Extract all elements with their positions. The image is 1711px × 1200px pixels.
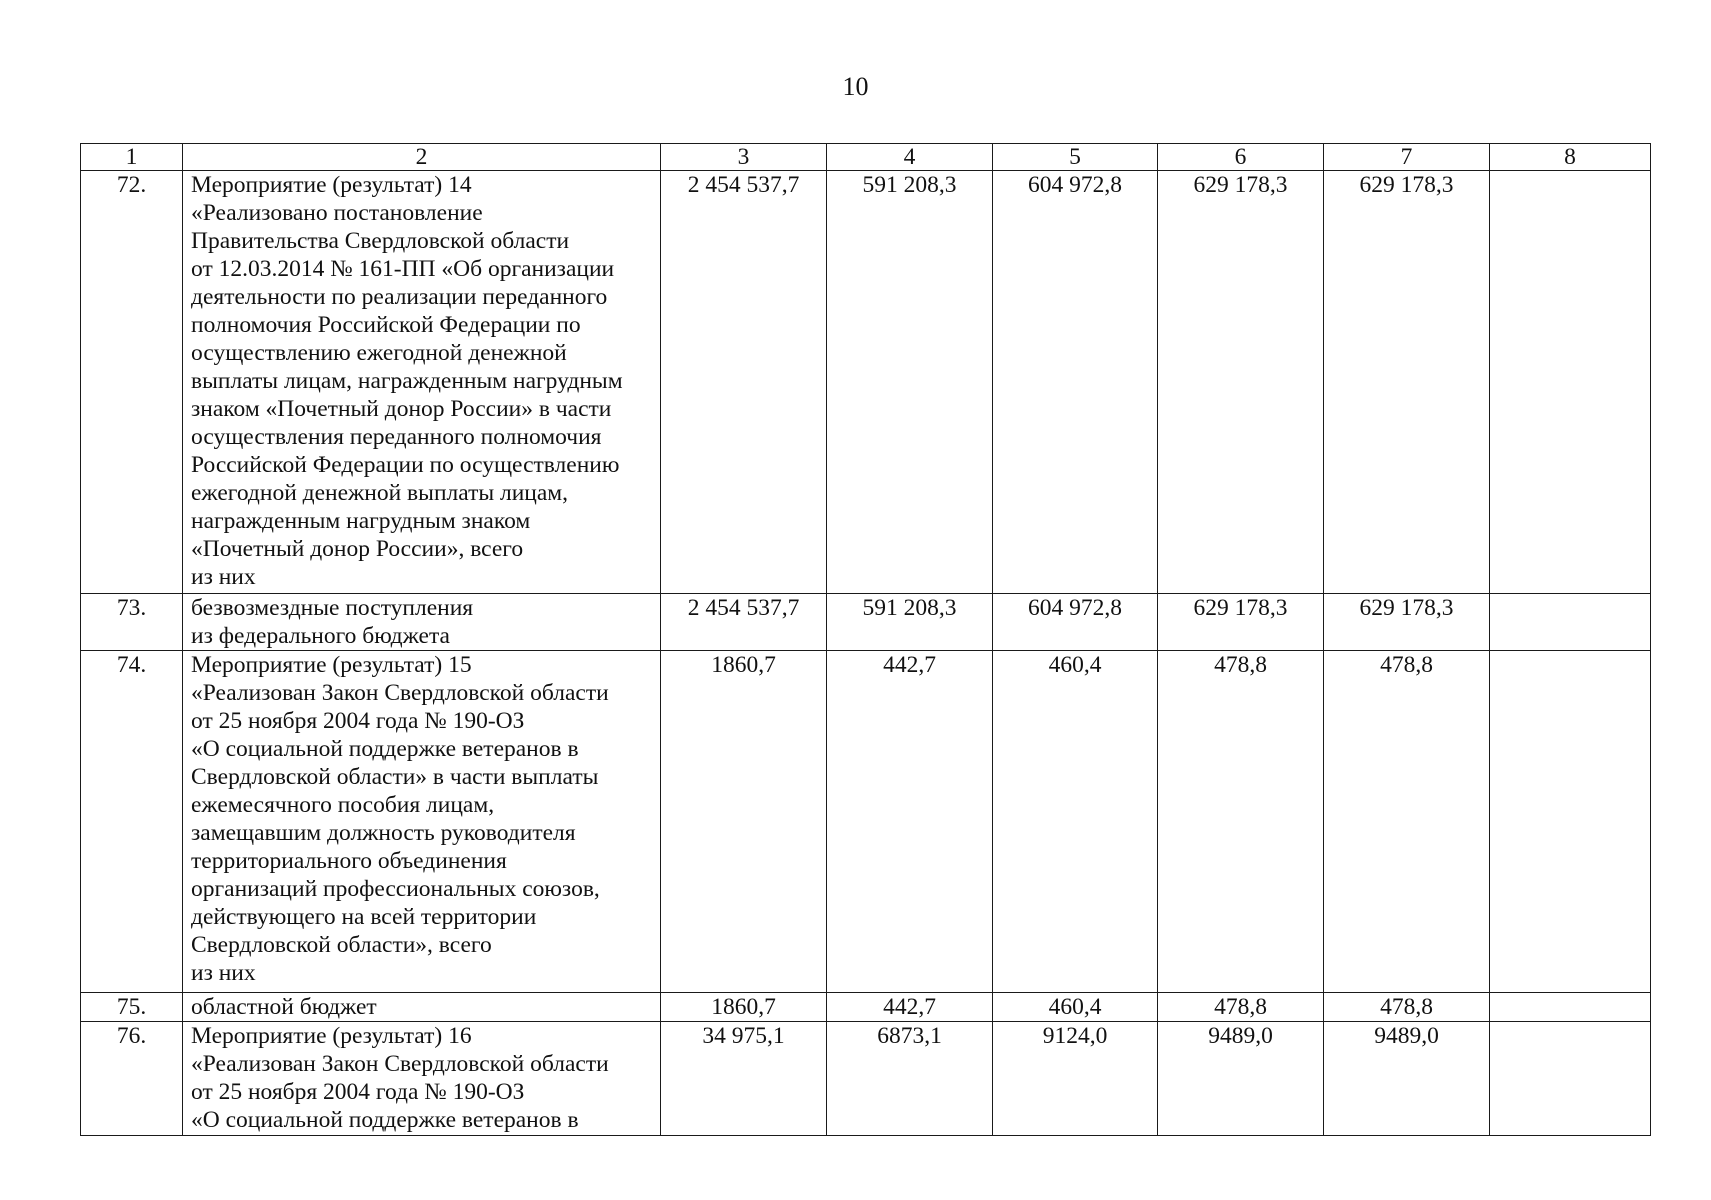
table-row [81, 1022, 1651, 1136]
column-header: 2 [183, 144, 661, 171]
value-col-6: 478,8 [1158, 993, 1324, 1022]
value-col-6: 629 178,3 [1158, 171, 1324, 594]
value-col-8 [1490, 171, 1651, 594]
value-col-6: 478,8 [1158, 651, 1324, 993]
value-col-7: 478,8 [1324, 651, 1490, 993]
value-col-5: 604 972,8 [993, 171, 1158, 594]
value-col-6: 629 178,3 [1158, 594, 1324, 651]
value-col-5: 460,4 [993, 651, 1158, 993]
row-description: безвозмездные поступления из федерального бюджета [183, 594, 661, 651]
value-col-5: 9124,0 [993, 1022, 1158, 1136]
value-col-4: 591 208,3 [827, 171, 993, 594]
value-total: 2 454 537,7 [661, 594, 827, 651]
row-description: областной бюджет [183, 993, 661, 1022]
table-row [81, 594, 1651, 651]
column-header: 3 [661, 144, 827, 171]
row-description: Мероприятие (результат) 15 «Реализован Закон Свердловской области от 25 ноября 2004 года № 190-ОЗ «О социальной поддержке ветеранов в Свердловской области» в части выплаты ежемесячного пособия лицам, замещавшим должность руководителя территориального объединения организаций профессиональных союзов, действующего на всей территории Свердловской области», всего из них [183, 651, 661, 993]
column-header: 8 [1490, 144, 1651, 171]
value-total: 34 975,1 [661, 1022, 827, 1136]
value-col-5: 604 972,8 [993, 594, 1158, 651]
value-total: 2 454 537,7 [661, 171, 827, 594]
row-number: 72. [81, 171, 183, 594]
column-header: 4 [827, 144, 993, 171]
row-number: 76. [81, 1022, 183, 1136]
page-number: 10 [842, 72, 869, 101]
value-col-8 [1490, 993, 1651, 1022]
value-col-4: 442,7 [827, 993, 993, 1022]
value-col-4: 6873,1 [827, 1022, 993, 1136]
value-col-6: 9489,0 [1158, 1022, 1324, 1136]
value-col-8 [1490, 594, 1651, 651]
value-total: 1860,7 [661, 993, 827, 1022]
column-number-header-row [81, 144, 1651, 171]
value-col-4: 591 208,3 [827, 594, 993, 651]
table-row [81, 171, 1651, 594]
column-header: 7 [1324, 144, 1490, 171]
value-col-4: 442,7 [827, 651, 993, 993]
value-col-5: 460,4 [993, 993, 1158, 1022]
budget-table [80, 143, 1651, 1136]
value-col-8 [1490, 651, 1651, 993]
value-col-7: 9489,0 [1324, 1022, 1490, 1136]
row-number: 74. [81, 651, 183, 993]
row-description: Мероприятие (результат) 14 «Реализовано постановление Правительства Свердловской области от 12.03.2014 № 161-ПП «Об организации деятельности по реализации переданного полномочия Российской Федерации по осуществлению ежегодной денежной выплаты лицам, награжденным нагрудным знаком «Почетный донор России» в части осуществления переданного полномочия Российской Федерации по осуществлению ежегодной денежной выплаты лицам, награжденным нагрудным знаком «Почетный донор России», всего из них [183, 171, 661, 594]
value-col-7: 629 178,3 [1324, 171, 1490, 594]
row-description: Мероприятие (результат) 16 «Реализован Закон Свердловской области от 25 ноября 2004 года № 190-ОЗ «О социальной поддержке ветеранов в [183, 1022, 661, 1136]
row-number: 75. [81, 993, 183, 1022]
value-col-7: 629 178,3 [1324, 594, 1490, 651]
column-header: 1 [81, 144, 183, 171]
column-header: 5 [993, 144, 1158, 171]
value-col-8 [1490, 1022, 1651, 1136]
row-number: 73. [81, 594, 183, 651]
column-header: 6 [1158, 144, 1324, 171]
table-row [81, 651, 1651, 993]
value-total: 1860,7 [661, 651, 827, 993]
value-col-7: 478,8 [1324, 993, 1490, 1022]
table-row [81, 993, 1651, 1022]
